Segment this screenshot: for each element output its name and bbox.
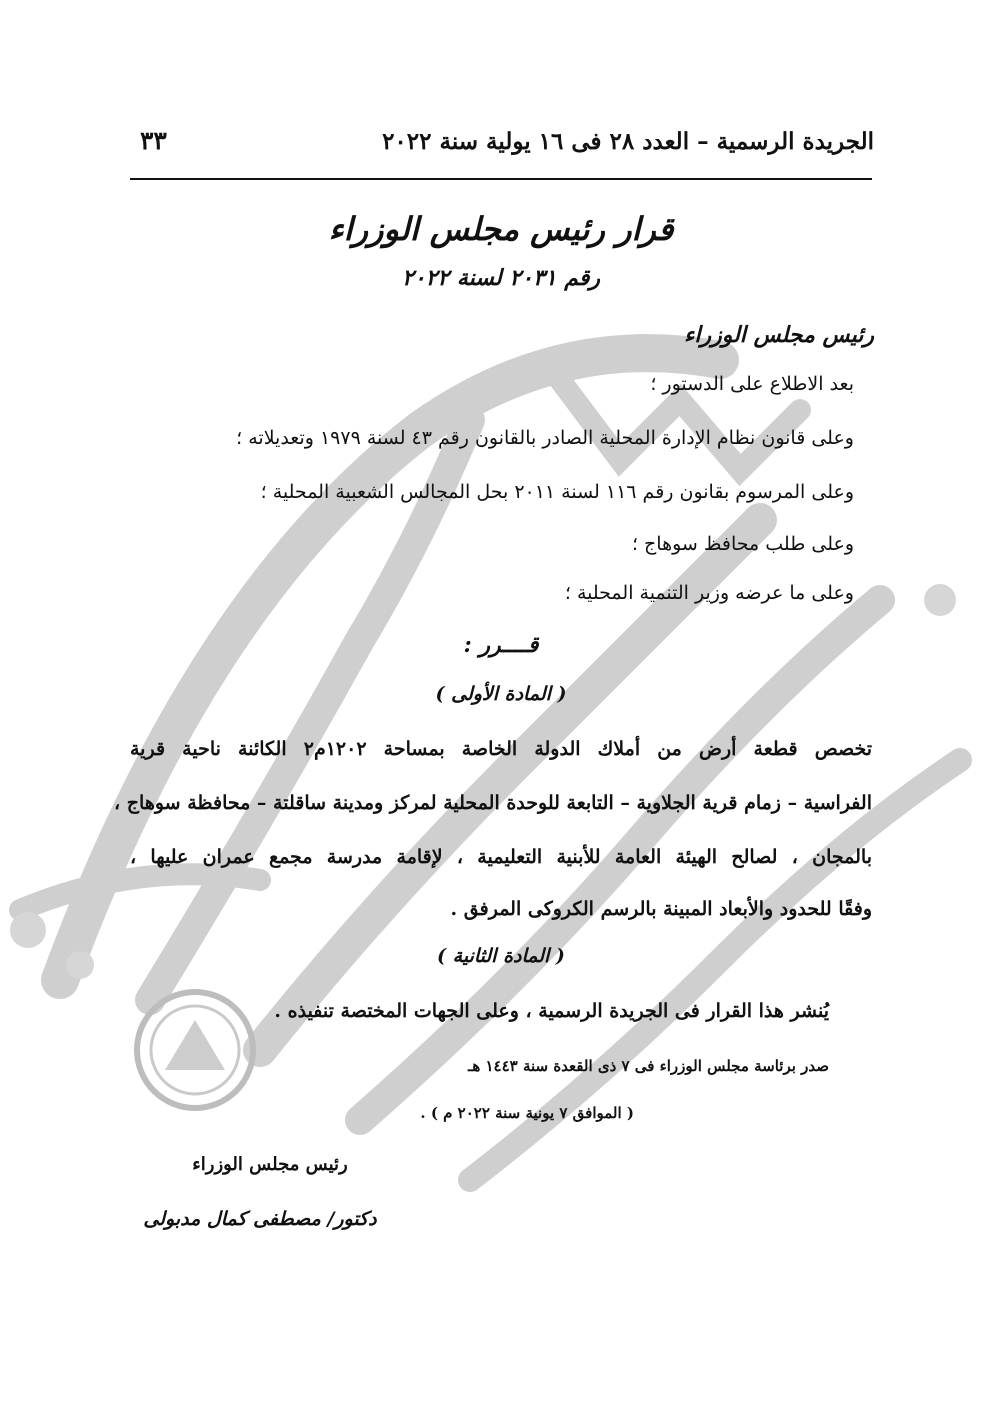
signatory-role: رئيس مجلس الوزراء bbox=[192, 1154, 348, 1175]
article-1-line: تخصص قطعة أرض من أملاك الدولة الخاصة بمساحة ١٢٠٢م٢ الكائنة ناحية قرية bbox=[130, 738, 873, 760]
issued-gregorian-date: ( الموافق ٧ يونية سنة ٢٠٢٢ م ) . bbox=[420, 1104, 634, 1122]
recital-line: وعلى المرسوم بقانون رقم ١١٦ لسنة ٢٠١١ بحل المجالس الشعبية المحلية ؛ bbox=[260, 481, 854, 503]
issued-hijri-date: صدر برئاسة مجلس الوزراء فى ٧ ذى القعدة سنة ١٤٤٣ هـ bbox=[467, 1057, 829, 1075]
article-2-text: يُنشر هذا القرار فى الجريدة الرسمية ، وعلى الجهات المختصة تنفيذه . bbox=[274, 1000, 829, 1022]
article-2-heading: ( المادة الثانية ) bbox=[437, 945, 565, 967]
article-1-line: الفراسية – زمام قرية الجلاوية – التابعة للوحدة المحلية لمركز ومدينة ساقلتة – محافظة سوهاج ، bbox=[114, 792, 872, 814]
page-number: ٣٣ bbox=[140, 126, 167, 155]
decree-number: رقم ٢٠٣١ لسنة ٢٠٢٢ bbox=[401, 265, 601, 291]
article-1-line: بالمجان ، لصالح الهيئة العامة للأبنية التعليمية ، لإقامة مدرسة مجمع عمران عليها ، bbox=[130, 846, 872, 868]
issuer-heading: رئيس مجلس الوزراء bbox=[684, 322, 874, 348]
decree-title: قرار رئيس مجلس الوزراء bbox=[328, 210, 674, 248]
article-1-line: وفقًا للحدود والأبعاد المبينة بالرسم الكروكى المرفق . bbox=[450, 898, 872, 920]
decided-heading: قــــرر : bbox=[463, 632, 539, 658]
recital-line: وعلى قانون نظام الإدارة المحلية الصادر بالقانون رقم ٤٣ لسنة ١٩٧٩ وتعديلاته ؛ bbox=[236, 427, 854, 449]
gazette-header-title: الجريدة الرسمية – العدد ٢٨ فى ١٦ يولية سنة ٢٠٢٢ bbox=[382, 128, 874, 155]
signatory-name: دكتور/ مصطفى كمال مدبولى bbox=[143, 1208, 377, 1230]
recital-line: بعد الاطلاع على الدستور ؛ bbox=[650, 373, 854, 395]
recital-line: وعلى ما عرضه وزير التنمية المحلية ؛ bbox=[564, 582, 854, 604]
header-divider bbox=[130, 178, 872, 180]
seal-icon bbox=[137, 992, 253, 1108]
article-1-heading: ( المادة الأولى ) bbox=[435, 683, 567, 705]
recital-line: وعلى طلب محافظ سوهاج ؛ bbox=[631, 533, 854, 555]
